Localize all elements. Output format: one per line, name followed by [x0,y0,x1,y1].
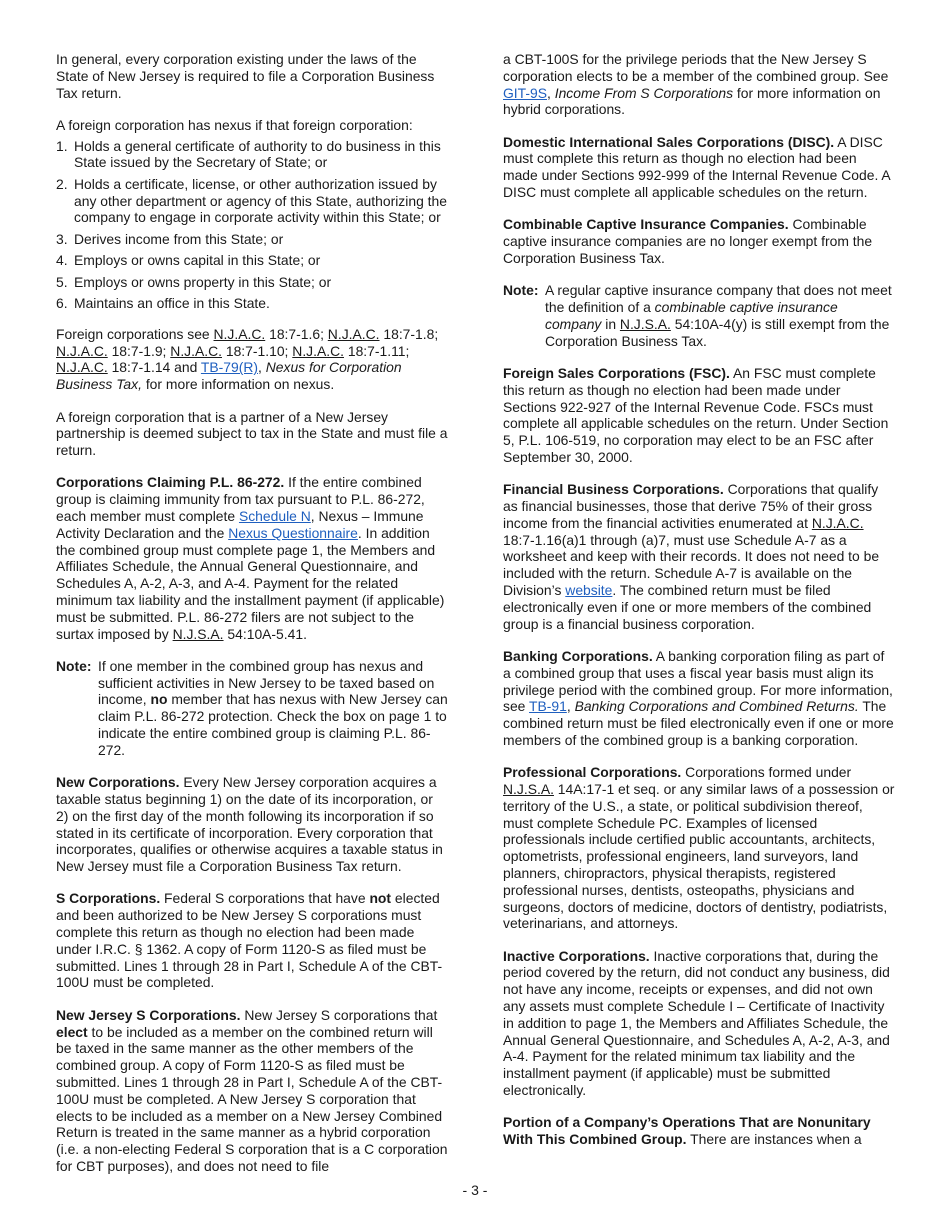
right-column [503,51,895,1148]
list-item: 2. Holds a certificate, license, or other authorization issued by any other department or agency of this State, authorizing the company to engage in corporate activity within this State; or [56,175,447,226]
list-item: 3. Derives income from this State; or [56,230,284,247]
banking-paragraph: Banking Corporations. A banking corporation filing as part of a combined group that uses a fiscal year basis must align its privilege period with the combined group. For more information, see TB-91, Banking Corporations and Combined Returns. The combined return must be filed electronically even if one or more members of the combined group is a banking corporation. [503,647,894,748]
captive-insurance-paragraph: Combinable Captive Insurance Companies. Combinable captive insurance companies are no longer exempt from the Corporation Business Tax. [503,216,873,266]
new-corporations-paragraph: New Corporations. Every New Jersey corporation acquires a taxable status beginning 1) on the date of its incorporation, or 2) on the first day of the month following its incorporation if so stated in its certificate of incorporation. Every corporation that incorporates, qualifies or otherwise acquires a taxable status in New Jersey must file a Corporation Business Tax return. [56,774,443,875]
fsc-paragraph: Foreign Sales Corporations (FSC). An FSC must complete this return as though no election had been made under Sections 922-927 of the Internal Revenue Code. FSCs must complete all applicable schedules on the return. Under Section 5, P.L. 106-519, no corporation may elect to be an FSC after September 30, 2000. [503,364,889,465]
tb-91-link[interactable]: TB-91 [529,698,567,715]
list-item: 4. Employs or owns capital in this State; or [56,252,321,269]
pl86-note: Note: If one member in the combined group has nexus and sufficient activities in New Jersey to be taxed based on income, no member that has nexus with New Jersey can claim P.L. 86-272 protection. Check the box on page 1 to indicate the entire combined group is claiming P.L. 86-272. [56,657,448,758]
schedule-n-link[interactable]: Schedule N [238,508,311,524]
foreign-references-paragraph: Foreign corporations see N.J.A.C. 18:7-1.6; N.J.A.C. 18:7-1.8; N.J.A.C. 18:7-1.9; N.J.A.C. 18:7-1.10; N.J.A.C. 18:7-1.11; N.J.A.C. 18:7-1.14 and TB-79(R), Nexus for Corporation Business Tax, for more information on nexus. [56,325,439,393]
git-9s-link[interactable]: GIT-9S [503,84,547,101]
captive-note: Note: A regular captive insurance company that does not meet the definition of a combinable captive insurance company in N.J.S.A. 54:10A-4(y) is still exempt from the Corporation Business Tax. [503,282,892,349]
financial-business-paragraph: Financial Business Corporations. Corporations that qualify as financial businesses, those that derive 75% of their gross income from the financial activities enumerated at N.J.A.C. 18:7-1.16(a)1 through (a)7, must use Schedule A-7 as a worksheet and keep with their records. It does not need to be included with the return. Schedule A-7 is available on the Division’s website. The combined return must be filed electronically even if one or more members of the combined group is a financial business corporation. [503,481,880,632]
nj-s-corporations-continued: a CBT-100S for the privilege periods that the New Jersey S corporation elects to be a member of the combined group. See GIT-9S, Income From S Corporations for more information on hybrid corporations. [503,51,889,118]
disc-paragraph: Domestic International Sales Corporations (DISC). A DISC must complete this return as though no election had been made under Sections 992-999 of the Internal Revenue Code. A DISC must complete all applicable schedules on the return. [503,133,890,201]
nexus-list [56,138,448,312]
nexus-questionnaire-link[interactable]: Nexus Questionnaire [228,524,358,541]
pl86-272-paragraph: Corporations Claiming P.L. 86-272. If the entire combined group is claiming immunity from tax pursuant to P.L. 86-272, each member must complete Schedule N, Nexus – Immune Activity Declaration and the Nexus Questionnaire. In addition the combined group must complete page 1, the Members and Affiliates Schedule, the Annual General Questionnaire, and Schedules A, A-2, A-3, and A-4. Payment for the related minimum tax liability and the installment payment (if applicable) must be submitted. P.L. 86-272 filers are not subject to the surtax imposed by N.J.S.A. 54:10A-5.41. [56,474,445,642]
professional-paragraph: Professional Corporations. Corporations formed under N.J.S.A. 14A:17-1 et seq. or any similar laws of a possession or territory of the U.S., a state, or political subdivision thereof, must complete Schedule PC. Examples of licensed professionals include certified public accountants, architects, optometrists, professional engineers, land surveyors, land planners, chiropractors, physical therapists, registered professional nurses, dentists, osteopaths, physicians and surgeons, doctors of medicine, doctors of dentistry, podiatrists, veterinarians, and attorneys. [503,764,895,932]
left-column [56,51,448,1175]
foreign-nexus-lead: A foreign corporation has nexus if that foreign corporation: [56,116,413,133]
tb-79r-link[interactable]: TB-79(R) [200,359,259,376]
page-number: - 3 - [462,1182,488,1198]
website-link[interactable]: website [565,582,613,599]
nj-s-corporations-paragraph: New Jersey S Corporations. New Jersey S corporations that elect to be included as a member on the combined return will be taxed in the same manner as the other members of the combined group. A copy of Form 1120-S as filed must be submitted. Lines 1 through 28 in Part I, Schedule A of the CBT-100U must be completed. A New Jersey S corporation that elects to be included as a member on a New Jersey Combined Return is treated in the same manner as a hybrid corporation (i.e. a non-electing Federal S corporation that is a C corporation for CBT purposes), and does not need to file [56,1006,448,1174]
partner-paragraph: A foreign corporation that is a partner of a New Jersey partnership is deemed subject to tax in the State and must file a return. [56,408,448,459]
list-item: 1. Holds a general certificate of authority to do business in this State issued by the Secretary of State; or [56,137,441,171]
s-corporations-paragraph: S Corporations. Federal S corporations that have not elected and been authorized to be New Jersey S corporations must complete this return as though no election had been made under I.R.C. § 1362. A copy of Form 1120-S as filed must be submitted. Lines 1 through 28 in Part I, Schedule A of the CBT-100U must be completed. [56,890,443,991]
list-item: 6. Maintains an office in this State. [56,295,270,312]
nonunitary-paragraph: Portion of a Company’s Operations That are Nonunitary With This Combined Group. There are instances when a [503,1114,871,1148]
inactive-paragraph: Inactive Corporations. Inactive corporations that, during the period covered by the return, did not conduct any business, did not have any income, receipts or expenses, and did not own any assets must complete Schedule I – Certificate of Inactivity in addition to page 1, the Members and Affiliates Schedule, the Annual General Questionnaire, and Schedules A, A-2, A-3, and A-4. Payment for the related minimum tax liability and the installment payment (if applicable) must be submitted electronically. [503,947,890,1099]
intro-paragraph: In general, every corporation existing under the laws of the State of New Jersey is required to file a Corporation Business Tax return. [56,51,435,101]
list-item: 5. Employs or owns property in this State; or [56,273,332,290]
